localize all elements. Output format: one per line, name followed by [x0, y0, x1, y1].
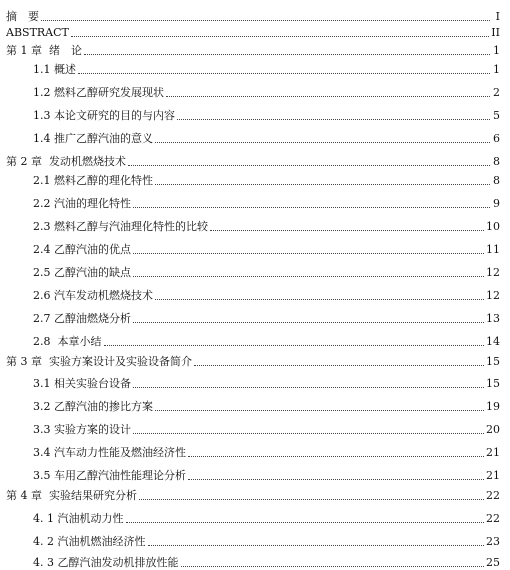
- toc-entry[interactable]: [0, 394, 510, 414]
- toc-entry-page-number: I: [495, 10, 500, 23]
- dot-leader: [155, 184, 490, 185]
- toc-entry[interactable]: [0, 440, 510, 460]
- toc-entry-title: ABSTRACT: [6, 26, 69, 39]
- toc-entry[interactable]: [0, 260, 510, 280]
- dot-leader: [84, 54, 490, 55]
- toc-entry-title: 2.3 燃料乙醇与汽油理化特性的比较: [33, 220, 208, 233]
- toc-entry-page-number: 2: [493, 86, 500, 99]
- dot-leader: [133, 207, 490, 208]
- toc-entry[interactable]: [0, 57, 510, 77]
- toc-entry-page-number: 15: [486, 377, 500, 390]
- dot-leader: [78, 73, 490, 74]
- toc-entry[interactable]: [0, 191, 510, 211]
- toc-entry-page-number: 22: [486, 489, 500, 502]
- toc-entry-title: 1.1 概述: [33, 63, 76, 76]
- toc-entry[interactable]: [0, 38, 510, 58]
- toc-entry-title: 3.5 车用乙醇汽油性能理论分析: [33, 469, 186, 482]
- dot-leader: [133, 276, 484, 277]
- dot-leader: [194, 365, 484, 366]
- toc-entry-title: 4. 3 乙醇汽油发动机排放性能: [33, 556, 179, 569]
- toc-entry[interactable]: [0, 550, 510, 570]
- dot-leader: [126, 522, 485, 523]
- toc-entry-title: 2.2 汽油的理化特性: [33, 197, 131, 210]
- toc-entry-title: 3.3 实验方案的设计: [33, 423, 131, 436]
- toc-entry-page-number: 25: [486, 556, 500, 569]
- toc-entry-title: 3.1 相关实验台设备: [33, 377, 131, 390]
- toc-entry-page-number: 6: [493, 132, 500, 145]
- dot-leader: [71, 36, 489, 37]
- dot-leader: [181, 566, 485, 567]
- toc-entry-title: 第 2 章 发动机燃烧技术: [6, 155, 126, 168]
- toc-entry-page-number: 21: [486, 469, 500, 482]
- toc-entry-page-number: 23: [486, 535, 500, 548]
- dot-leader: [177, 119, 490, 120]
- dot-leader: [133, 253, 484, 254]
- dot-leader: [166, 96, 490, 97]
- toc-entry-page-number: 12: [486, 266, 500, 279]
- toc-entry-title: 第 4 章 实验结果研究分析: [6, 489, 137, 502]
- toc-entry-page-number: 15: [486, 355, 500, 368]
- toc-entry[interactable]: [0, 126, 510, 146]
- toc-entry-page-number: II: [491, 26, 500, 39]
- toc-entry-page-number: 1: [493, 63, 500, 76]
- toc-entry-page-number: 13: [486, 312, 500, 325]
- toc-entry[interactable]: [0, 237, 510, 257]
- toc-entry[interactable]: [0, 20, 510, 40]
- toc-entry[interactable]: [0, 349, 510, 369]
- toc-entry-page-number: 20: [486, 423, 500, 436]
- toc-entry[interactable]: [0, 306, 510, 326]
- toc-entry[interactable]: [0, 80, 510, 100]
- toc-entry[interactable]: [0, 149, 510, 169]
- toc-entry[interactable]: [0, 168, 510, 188]
- toc-entry-title: 4. 2 汽油机燃油经济性: [33, 535, 146, 548]
- toc-entry-title: 1.2 燃料乙醇研究发展现状: [33, 86, 164, 99]
- toc-entry-title: 1.4 推广乙醇汽油的意义: [33, 132, 153, 145]
- toc-entry-title: 2.5 乙醇汽油的缺点: [33, 266, 131, 279]
- toc-entry-page-number: 10: [486, 220, 500, 233]
- toc-entry-title: 2.8 本章小结: [33, 335, 102, 348]
- toc-entry-page-number: 9: [493, 197, 500, 210]
- toc-entry[interactable]: [0, 417, 510, 437]
- dot-leader: [210, 230, 484, 231]
- dot-leader: [133, 387, 484, 388]
- toc-entry-page-number: 21: [486, 446, 500, 459]
- dot-leader: [133, 322, 484, 323]
- dot-leader: [188, 456, 484, 457]
- dot-leader: [148, 545, 485, 546]
- toc-entry-title: 1.3 本论文研究的目的与内容: [33, 109, 175, 122]
- toc-entry-title: 2.1 燃料乙醇的理化特性: [33, 174, 153, 187]
- dot-leader: [139, 499, 484, 500]
- dot-leader: [155, 299, 484, 300]
- toc-entry-title: 2.6 汽车发动机燃烧技术: [33, 289, 153, 302]
- toc-entry[interactable]: [0, 463, 510, 483]
- toc-entry-title: 2.4 乙醇汽油的优点: [33, 243, 131, 256]
- toc-entry-page-number: 12: [486, 289, 500, 302]
- toc-entry-page-number: 22: [486, 512, 500, 525]
- toc-entry-title: 第 1 章 绪 论: [6, 44, 82, 57]
- toc-entry[interactable]: [0, 283, 510, 303]
- dot-leader: [133, 433, 484, 434]
- toc-entry[interactable]: [0, 506, 510, 526]
- dot-leader: [188, 479, 484, 480]
- toc-entry-page-number: 5: [493, 109, 500, 122]
- toc-entry[interactable]: [0, 214, 510, 234]
- toc-entry[interactable]: [0, 483, 510, 503]
- toc-entry[interactable]: [0, 103, 510, 123]
- toc-entry-page-number: 11: [486, 243, 500, 256]
- toc-entry-page-number: 14: [486, 335, 500, 348]
- toc-entry-title: 第 3 章 实验方案设计及实验设备简介: [6, 355, 192, 368]
- dot-leader: [104, 345, 485, 346]
- dot-leader: [128, 165, 490, 166]
- toc-entry-page-number: 8: [493, 155, 500, 168]
- toc-entry-title: 摘 要: [6, 10, 39, 23]
- toc-entry-title: 3.2 乙醇汽油的掺比方案: [33, 400, 153, 413]
- toc-entry-title: 4. 1 汽油机动力性: [33, 512, 124, 525]
- toc-entry-page-number: 19: [486, 400, 500, 413]
- dot-leader: [155, 410, 484, 411]
- toc-entry[interactable]: [0, 529, 510, 549]
- toc-entry[interactable]: [0, 329, 510, 349]
- toc-entry-page-number: 8: [493, 174, 500, 187]
- toc-entry-title: 3.4 汽车动力性能及燃油经济性: [33, 446, 186, 459]
- toc-entry-page-number: 1: [493, 44, 500, 57]
- toc-entry[interactable]: [0, 371, 510, 391]
- dot-leader: [155, 142, 490, 143]
- toc-entry-title: 2.7 乙醇油燃烧分析: [33, 312, 131, 325]
